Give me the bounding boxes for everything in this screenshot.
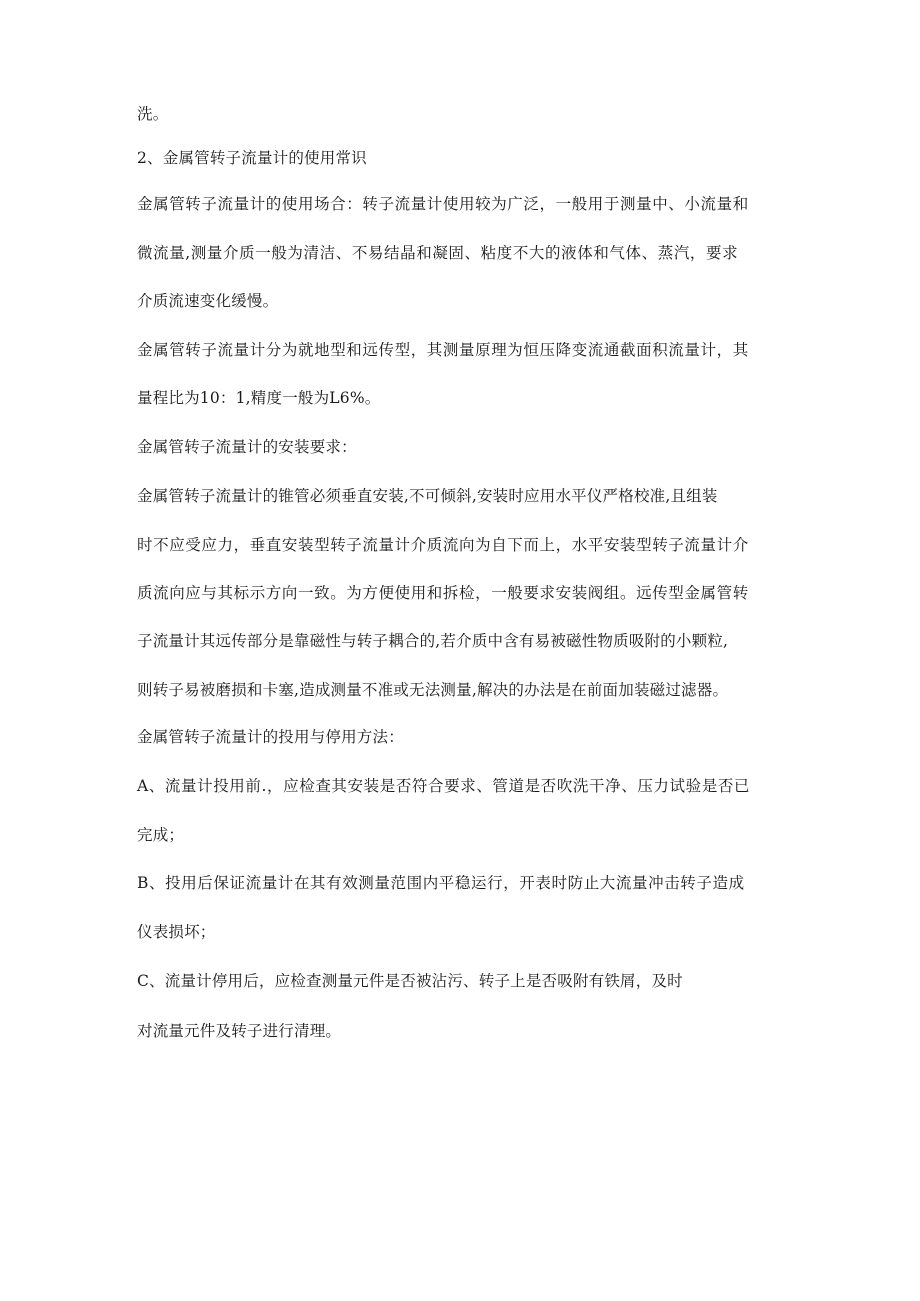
text-line: B、投用后保证流量计在其有效测量范围内平稳运行，开表时防止大流量冲击转子造成 bbox=[137, 874, 745, 892]
text-line: 金属管转子流量计的使用场合：转子流量计使用较为广泛，一般用于测量中、小流量和 bbox=[137, 195, 749, 213]
text-line: 子流量计其远传部分是靠磁性与转子耦合的,若介质中含有易被磁性物质吸附的小颗粒, bbox=[137, 632, 729, 650]
text-line: 时不应受应力，垂直安装型转子流量计介质流向为自下而上，水平安装型转子流量计介 bbox=[137, 536, 749, 554]
text-line: 金属管转子流量计的投用与停用方法： bbox=[137, 728, 404, 746]
text-line: 仪表损坏； bbox=[137, 923, 216, 941]
text-line: 洗。 bbox=[137, 105, 169, 123]
text-line: 金属管转子流量计的安装要求： bbox=[137, 438, 357, 456]
text-line: 完成； bbox=[137, 826, 185, 844]
text-line: 微流量,测量介质一般为清洁、不易结晶和凝固、粘度不大的液体和气体、蒸汽，要求 bbox=[137, 244, 739, 262]
text-line: 则转子易被磨损和卡塞,造成测量不准或无法测量,解决的办法是在前面加装磁过滤器。 bbox=[137, 681, 729, 699]
section-heading: 2、金属管转子流量计的使用常识 bbox=[137, 149, 367, 167]
text-line: 金属管转子流量计分为就地型和远传型，其测量原理为恒压降变流通截面积流量计，其 bbox=[137, 341, 749, 359]
text-line: A、流量计投用前.，应检查其安装是否符合要求、管道是否吹洗干净、压力试验是否已 bbox=[137, 777, 751, 795]
text-line: 金属管转子流量计的锥管必须垂直安装,不可倾斜,安装时应用水平仪严格校准,且组装 bbox=[137, 487, 718, 505]
text-line: C、流量计停用后，应检查测量元件是否被沾污、转子上是否吸附有铁屑，及时 bbox=[137, 972, 683, 990]
text-line: 介质流速变化缓慢。 bbox=[137, 292, 279, 310]
text-line: 质流向应与其标示方向一致。为方便使用和拆检，一般要求安装阀组。远传型金属管转 bbox=[137, 584, 749, 602]
text-line: 对流量元件及转子进行清理。 bbox=[137, 1022, 342, 1040]
text-line: 量程比为10：1,精度一般为L6%。 bbox=[137, 389, 381, 407]
